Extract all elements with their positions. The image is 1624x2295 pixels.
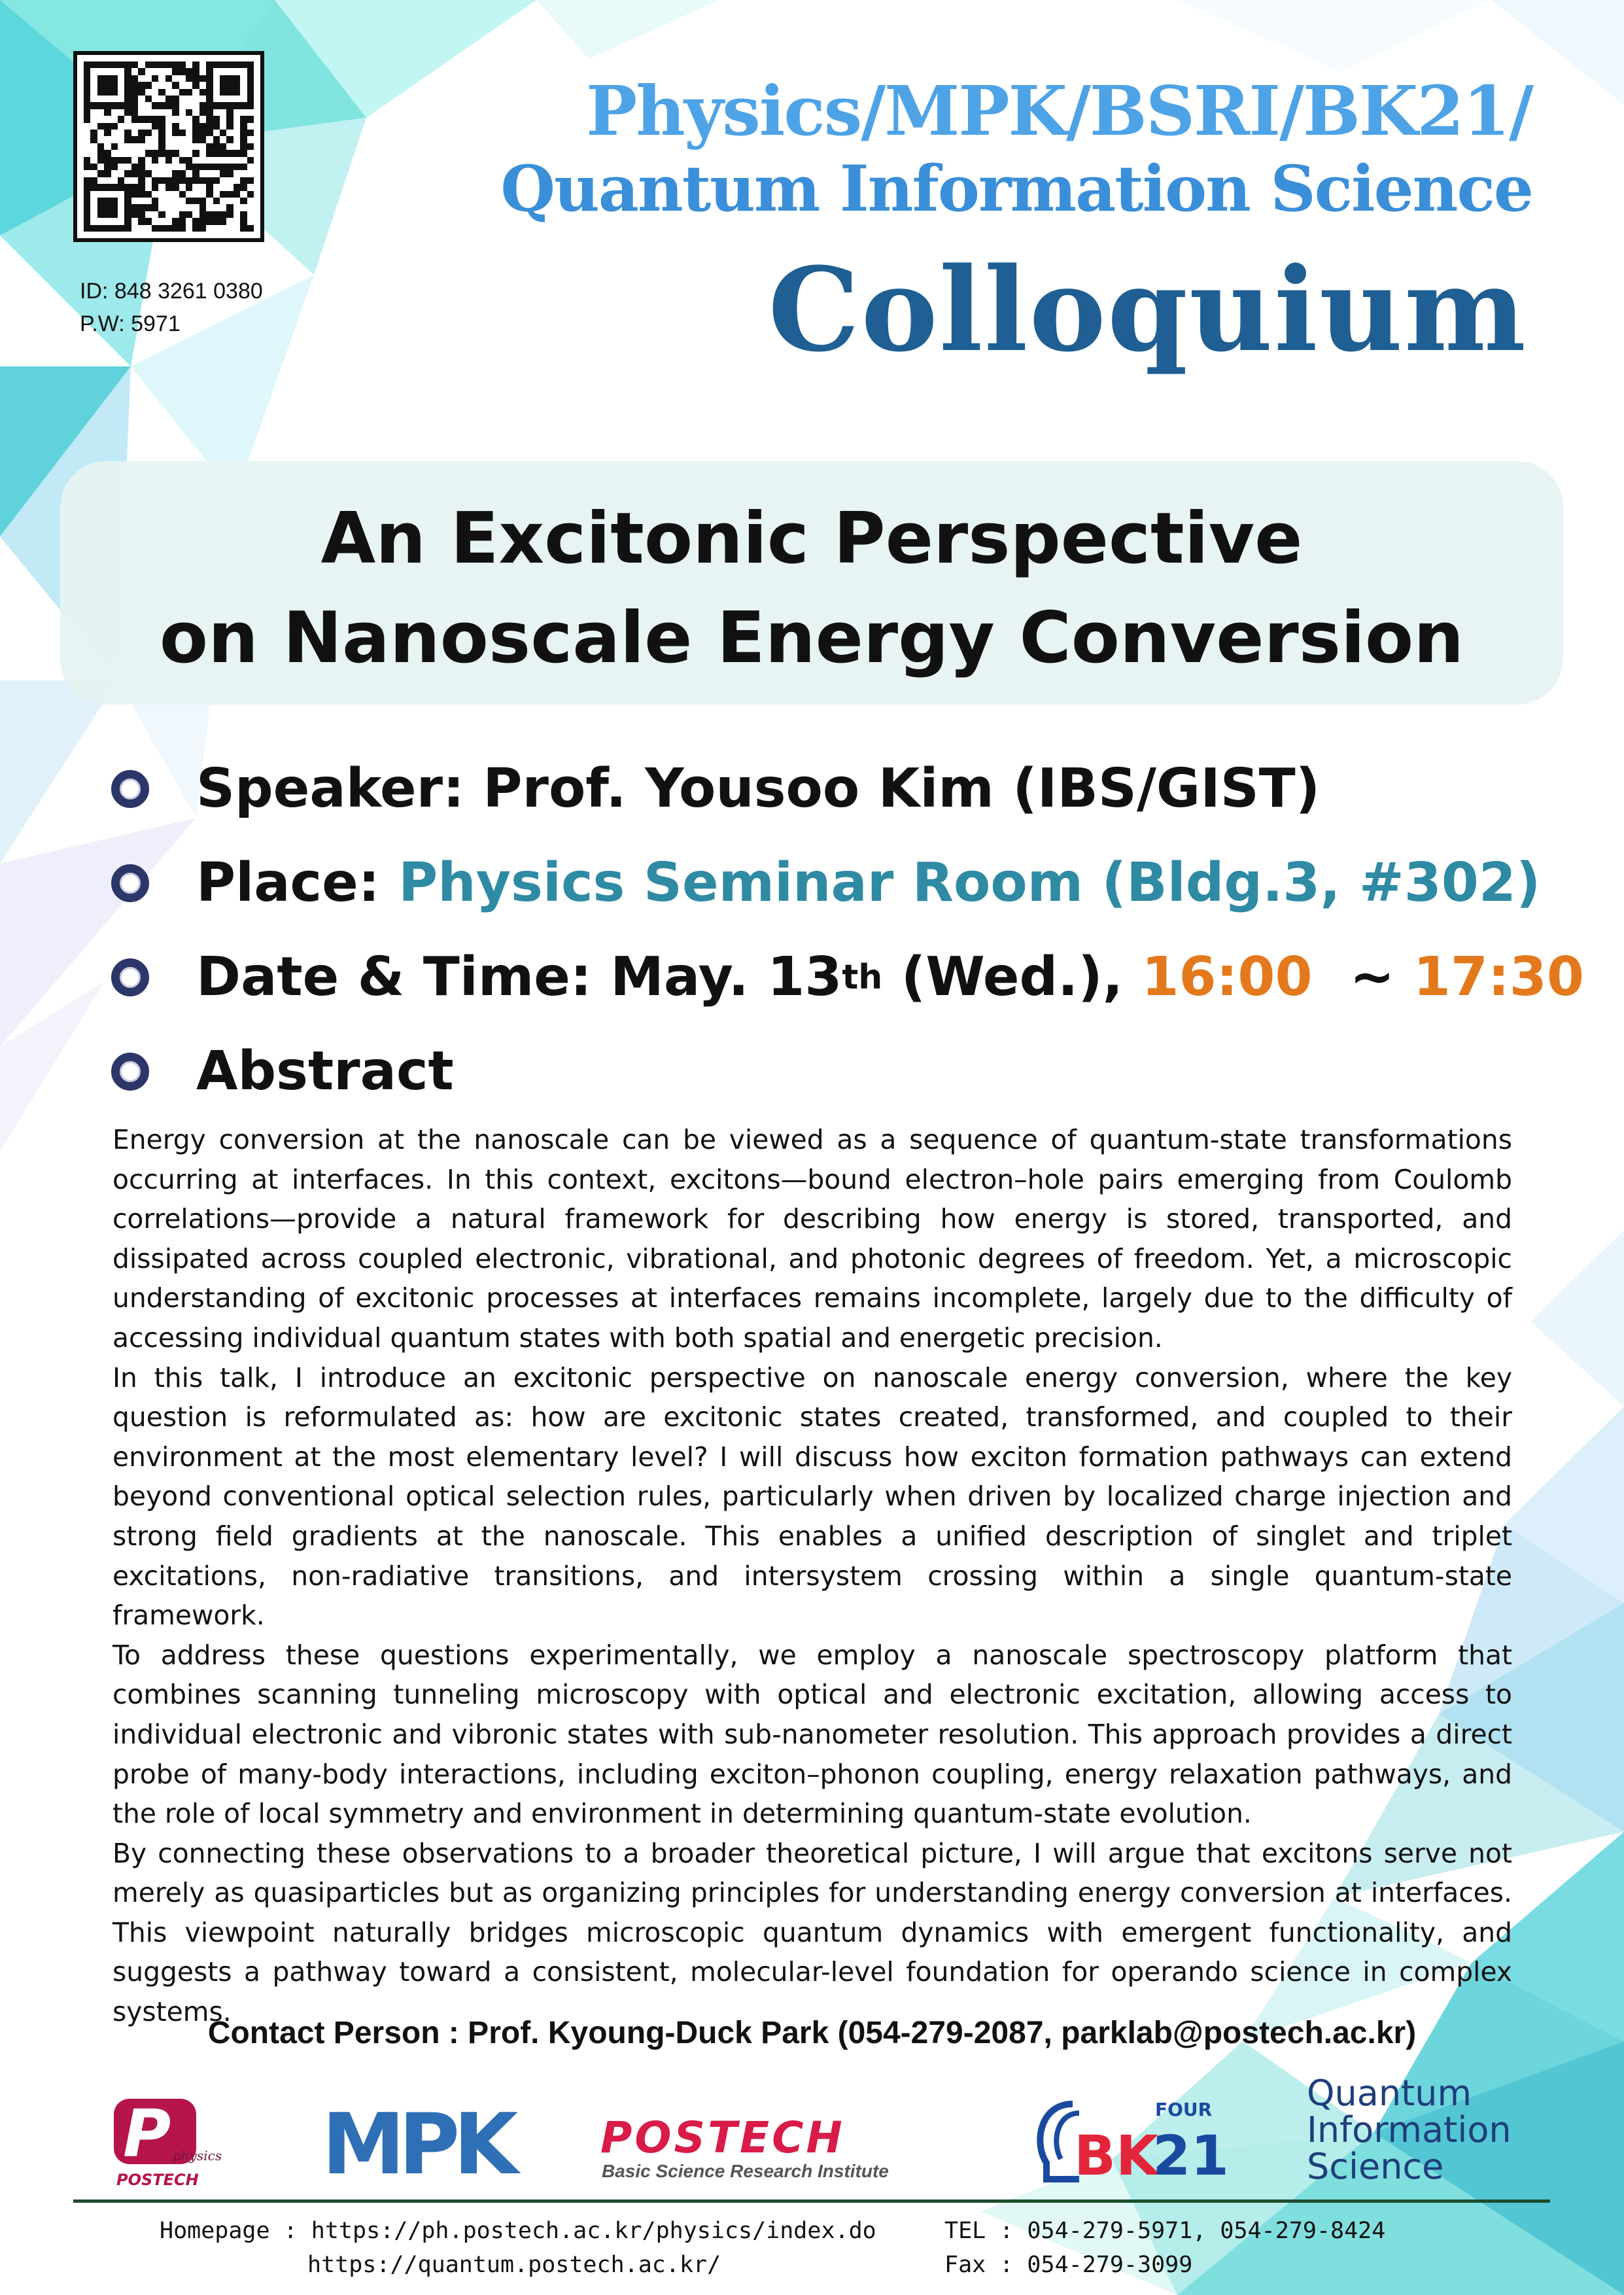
talk-title-line-1: An Excitonic Perspective (320, 498, 1303, 580)
postech-logo-text: POSTECH (600, 2112, 845, 2163)
bullet-icon (111, 1053, 149, 1091)
datetime-label: Date & Time: May. 13 (196, 946, 842, 1008)
place-item (111, 852, 1540, 914)
footer-homepages (160, 2214, 876, 2282)
qis-line: Quantum (1307, 2073, 1472, 2114)
fax-text: Fax : 054-279-3099 (944, 2252, 1193, 2278)
homepage-link-2[interactable]: https://quantum.postech.ac.kr/ (307, 2252, 721, 2278)
place-label: Place: (196, 852, 399, 914)
physics-logo-small: physics (173, 2148, 222, 2164)
speaker-text: Speaker: Prof. Yousoo Kim (IBS/GIST) (196, 758, 1321, 820)
start-time: 16:00 (1141, 946, 1313, 1008)
meeting-password: P.W: 5971 (80, 311, 181, 336)
mpk-logo (322, 2096, 512, 2194)
talk-title (60, 489, 1563, 688)
physics-logo-letter: P (123, 2095, 171, 2172)
header-line-2: Quantum Information Science (500, 152, 1532, 226)
abstract-heading-item (111, 1040, 454, 1102)
abstract-paragraph: In this talk, I introduce an excitonic perspective on nanoscale energy conversion, where the key question is reformulated as: how are excitonic states created, transformed, and coupled to their environment at the most elementary level? I will discuss how exciton formation pathways can extend beyond conventional optical selection rules, particularly when driven by localized charge injection and strong field gradients at the nanoscale. This enables a unified description of singlet and triplet excitations, non-radiative transitions, and intersystem crossing within a single quantum-state framework. (112, 1361, 1512, 1632)
place-value: Physics Seminar Room (Bldg.3, #302) (398, 852, 1541, 914)
qis-logo (1307, 2075, 1512, 2185)
abstract-paragraph: Energy conversion at the nanoscale can be viewed as a sequence of quantum-state transformations occurring at interfaces. In this context, excitons—bound electron–hole pairs emerging from Coulomb correlations—provide a natural framework for describing how energy is stored, transported, and dissipated across coupled electronic, vibrational, and photonic degrees of freedom. Yet, a microscopic understanding of excitonic processes at interfaces remains incomplete, largely due to the difficulty of accessing individual quantum states with both spatial and energetic precision. (112, 1124, 1512, 1354)
homepage-link-1[interactable]: Homepage : https://ph.postech.ac.kr/physics/index.do (160, 2218, 876, 2244)
datetime-day: (Wed.), (882, 946, 1142, 1008)
physics-postech-logo (105, 2092, 222, 2192)
meeting-info (80, 275, 263, 340)
bk21-four-logo (1033, 2091, 1229, 2189)
speaker-item (111, 758, 1320, 820)
physics-logo-caption: POSTECH (116, 2171, 199, 2189)
mpk-logo-text: MPK (322, 2096, 512, 2194)
bk-four-text: FOUR (1155, 2099, 1213, 2120)
qr-code-icon[interactable] (73, 51, 264, 242)
abstract-heading: Abstract (196, 1040, 454, 1102)
header-line-1: Physics/MPK/BSRI/BK21/ (586, 71, 1532, 151)
time-separator: ~ (1312, 946, 1413, 1008)
qis-line: Science (1307, 2146, 1444, 2187)
bullet-icon (111, 864, 149, 902)
abstract-body (112, 1120, 1512, 2032)
footer-phone (944, 2214, 1385, 2282)
tel-text: TEL : 054-279-5971, 054-279-8424 (944, 2218, 1386, 2244)
bsri-text: Basic Science Research Institute (602, 2161, 889, 2181)
end-time: 17:30 (1413, 946, 1584, 1008)
header-colloquium: Colloquium (768, 242, 1527, 377)
talk-title-line-2: on Nanoscale Energy Conversion (159, 597, 1464, 679)
meeting-id: ID: 848 3261 0380 (80, 279, 263, 304)
postech-bsri-logo (600, 2112, 941, 2184)
bk-text: BK (1074, 2124, 1159, 2188)
abstract-paragraph: To address these questions experimentally, we employ a nanoscale spectroscopy platform that combines scanning tunneling microscopy with optical and electronic excitation, allowing access to individual electronic and vibronic states with sub-nanometer resolution. This approach provides a direct probe of many-body interactions, including exciton–phonon coupling, energy relaxation pathways, and the role of local symmetry and environment in determining quantum-state evolution. (112, 1639, 1512, 1830)
datetime-item: Date & Time: May. 13 th (Wed.), 16:00 ~ 17:30 (111, 946, 1584, 1008)
bullet-icon (111, 958, 149, 996)
abstract-paragraph: By connecting these observations to a broader theoretical picture, I will argue that excitons serve not merely as quasiparticles but as organizing principles for understanding energy conversion at interfaces. This viewpoint naturally bridges microscopic quantum dynamics with emergent functionality, and suggests a pathway toward a consistent, molecular-level foundation for operando science in complex systems. (112, 1837, 1512, 2028)
footer-divider (73, 2199, 1550, 2203)
qis-line: Information (1307, 2109, 1512, 2150)
bk-21-text: 21 (1152, 2124, 1229, 2188)
bullet-icon (111, 770, 149, 808)
qr-code-grid (84, 61, 254, 232)
contact-person: Contact Person : Prof. Kyoung-Duck Park (054-279-2087, parklab@postech.ac.kr) (207, 2016, 1417, 2050)
